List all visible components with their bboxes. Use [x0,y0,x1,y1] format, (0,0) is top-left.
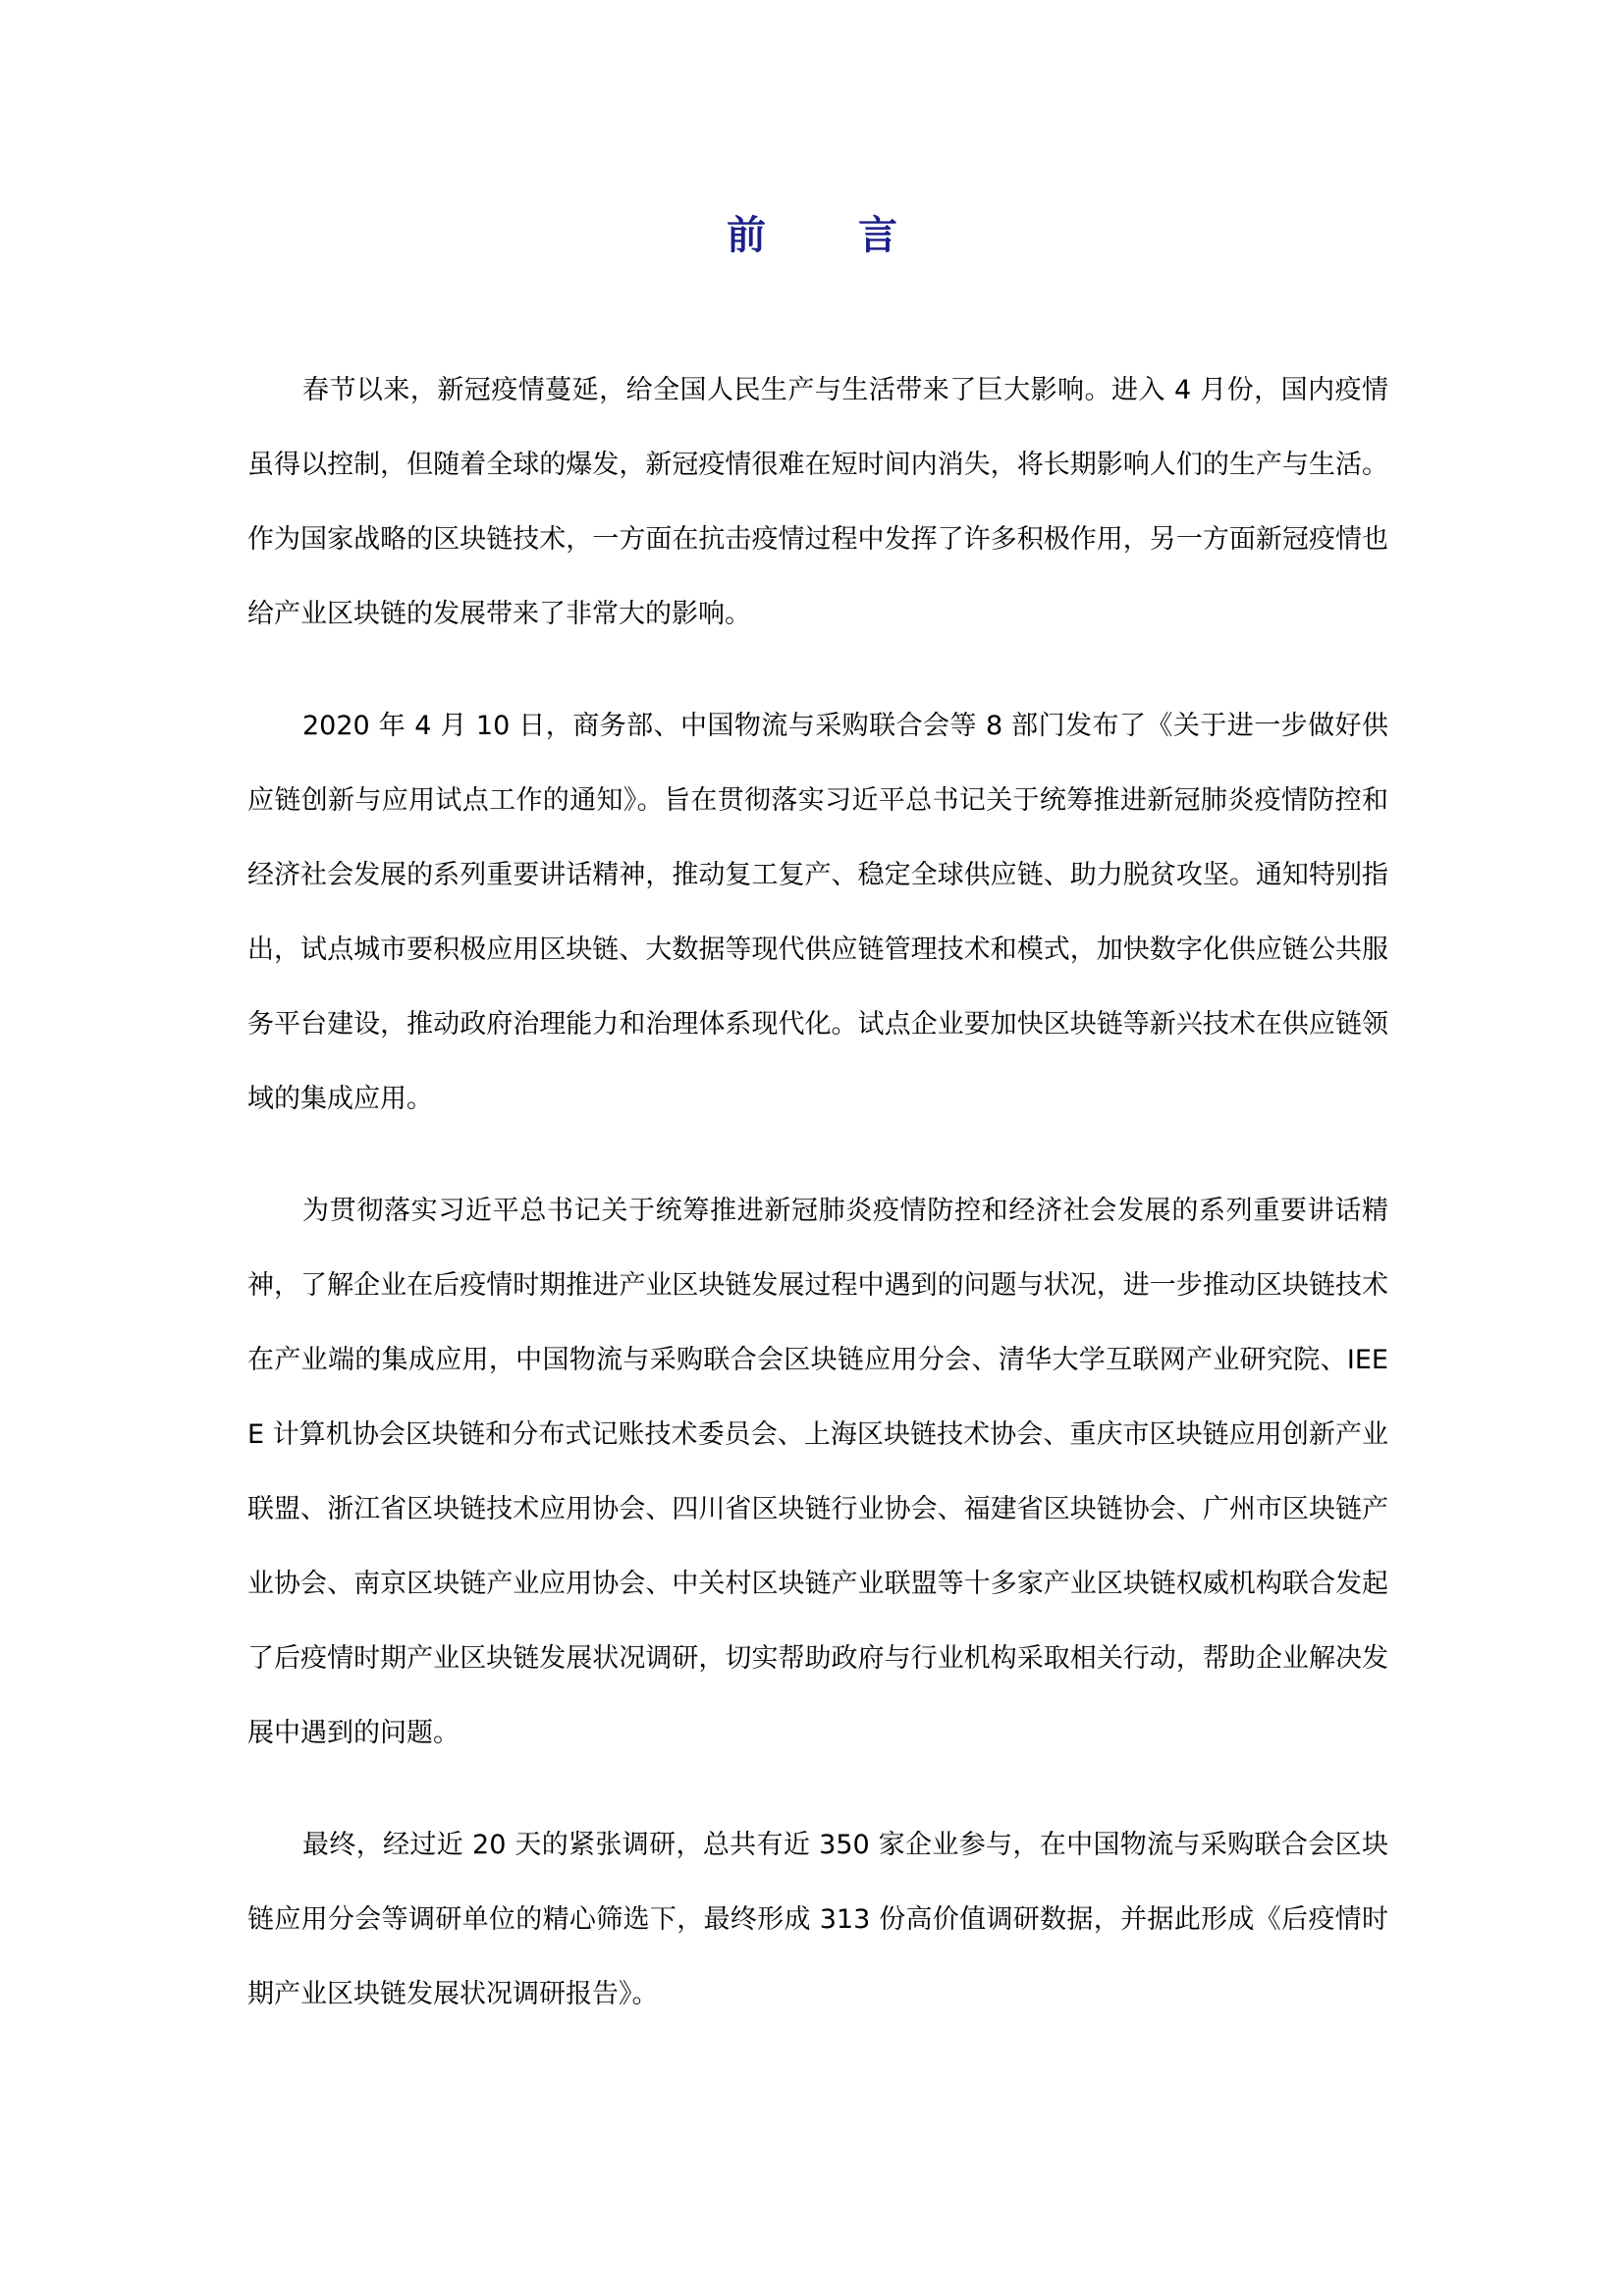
paragraph-3: 为贯彻落实习近平总书记关于统筹推进新冠肺炎疫情防控和经济社会发展的系列重要讲话精神，了解企业在后疫情时期推进产业区块链发展过程中遇到的问题与状况，进一步推动区块链技术在产业端的集成应用，中国物流与采购联合会区块链应用分会、清华大学互联网产业研究院、IEEE 计算机协会区块链和分布式记账技术委员会、上海区块链技术协会、重庆市区块链应用创新产业联盟、浙江省区块链技术应用协会、四川省区块链行业协会、福建省区块链协会、广州市区块链产业协会、南京区块链产业应用协会、中关村区块链产业联盟等十多家产业区块链权威机构联合发起了后疫情时期产业区块链发展状况调研，切实帮助政府与行业机构采取相关行动，帮助企业解决发展中遇到的问题。 [247,1196,1388,1748]
body-text [247,353,1388,2069]
paragraph-2: 2020 年 4 月 10 日，商务部、中国物流与采购联合会等 8 部门发布了《关于进一步做好供应链创新与应用试点工作的通知》。旨在贯彻落实习近平总书记关于统筹推进新冠肺炎疫情防控和经济社会发展的系列重要讲话精神，推动复工复产、稳定全球供应链、助力脱贫攻坚。通知特别指出，试点城市要积极应用区块链、大数据等现代供应链管理技术和模式，加快数字化供应链公共服务平台建设，推动政府治理能力和治理体系现代化。试点企业要加快区块链等新兴技术在供应链领域的集成应用。 [247,711,1388,1114]
paragraph-1: 春节以来，新冠疫情蔓延，给全国人民生产与生活带来了巨大影响。进入 4 月份，国内疫情虽得以控制，但随着全球的爆发，新冠疫情很难在短时间内消失，将长期影响人们的生产与生活。作为国家战略的区块链技术，一方面在抗击疫情过程中发挥了许多积极作用，另一方面新冠疫情也给产业区块链的发展带来了非常大的影响。 [247,375,1388,629]
page-title: 前 言 [727,213,937,258]
paragraph-4: 最终，经过近 20 天的紧张调研，总共有近 350 家企业参与，在中国物流与采购联合会区块链应用分会等调研单位的精心筛选下，最终形成 313 份高价值调研数据，并据此形成《后疫情时期产业区块链发展状况调研报告》。 [247,1830,1388,2009]
